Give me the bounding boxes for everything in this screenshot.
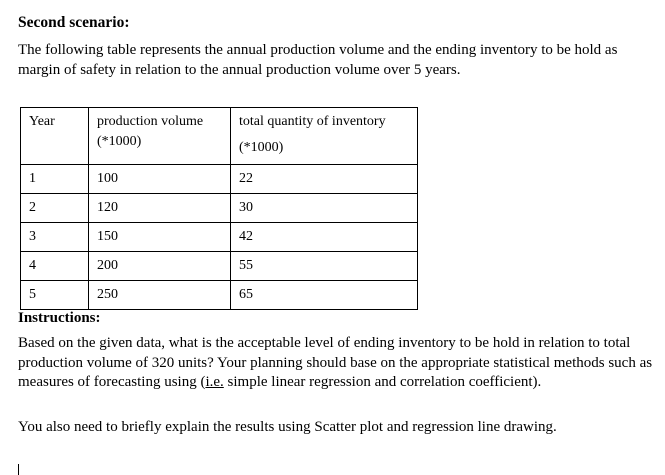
- instructions-paragraph: [18, 334, 653, 393]
- cell-inventory: 55: [231, 252, 418, 281]
- data-table: [20, 107, 418, 310]
- table-header-row: [21, 108, 418, 165]
- intro-paragraph: The following table represents the annual production volume and the ending inventory to be hold as margin of safety in relation to the annual production volume over 5 years.: [18, 42, 618, 78]
- header-inventory-unit: (*1000): [239, 140, 284, 155]
- cell-year: 4: [21, 252, 89, 281]
- table-row: [21, 194, 418, 223]
- cell-inventory: 22: [231, 165, 418, 194]
- cell-year: 1: [21, 165, 89, 194]
- cell-production: 200: [89, 252, 231, 281]
- instructions-text-after: simple linear regression and correlation coefficient).: [223, 374, 542, 390]
- header-year: Year: [21, 108, 89, 165]
- table-row: [21, 252, 418, 281]
- section-heading: Second scenario:: [18, 14, 130, 31]
- cell-production: 120: [89, 194, 231, 223]
- text-cursor: [18, 464, 19, 475]
- table-row: [21, 281, 418, 310]
- closing-paragraph: You also need to briefly explain the results using Scatter plot and regression line drawing.: [18, 419, 557, 435]
- instructions-text-before: Based on the given data, what is the acceptable level of ending inventory to be hold in relation to total production volume of 320 units? Your planning should base on the appropriate statistical methods such as measures of forecasting using (: [18, 335, 653, 390]
- table-row: [21, 223, 418, 252]
- cell-inventory: 65: [231, 281, 418, 310]
- table-row: [21, 165, 418, 194]
- header-production-unit: (*1000): [97, 134, 142, 149]
- cell-year: 5: [21, 281, 89, 310]
- cell-inventory: 42: [231, 223, 418, 252]
- cell-year: 3: [21, 223, 89, 252]
- header-production-volume: production volume (*1000): [89, 108, 231, 165]
- cell-year: 2: [21, 194, 89, 223]
- cell-production: 150: [89, 223, 231, 252]
- instructions-heading: Instructions:: [18, 310, 101, 326]
- cell-inventory: 30: [231, 194, 418, 223]
- cell-production: 250: [89, 281, 231, 310]
- cell-production: 100: [89, 165, 231, 194]
- header-total-inventory: total quantity of inventory (*1000): [231, 108, 418, 165]
- instructions-ie: i.e.: [205, 374, 224, 390]
